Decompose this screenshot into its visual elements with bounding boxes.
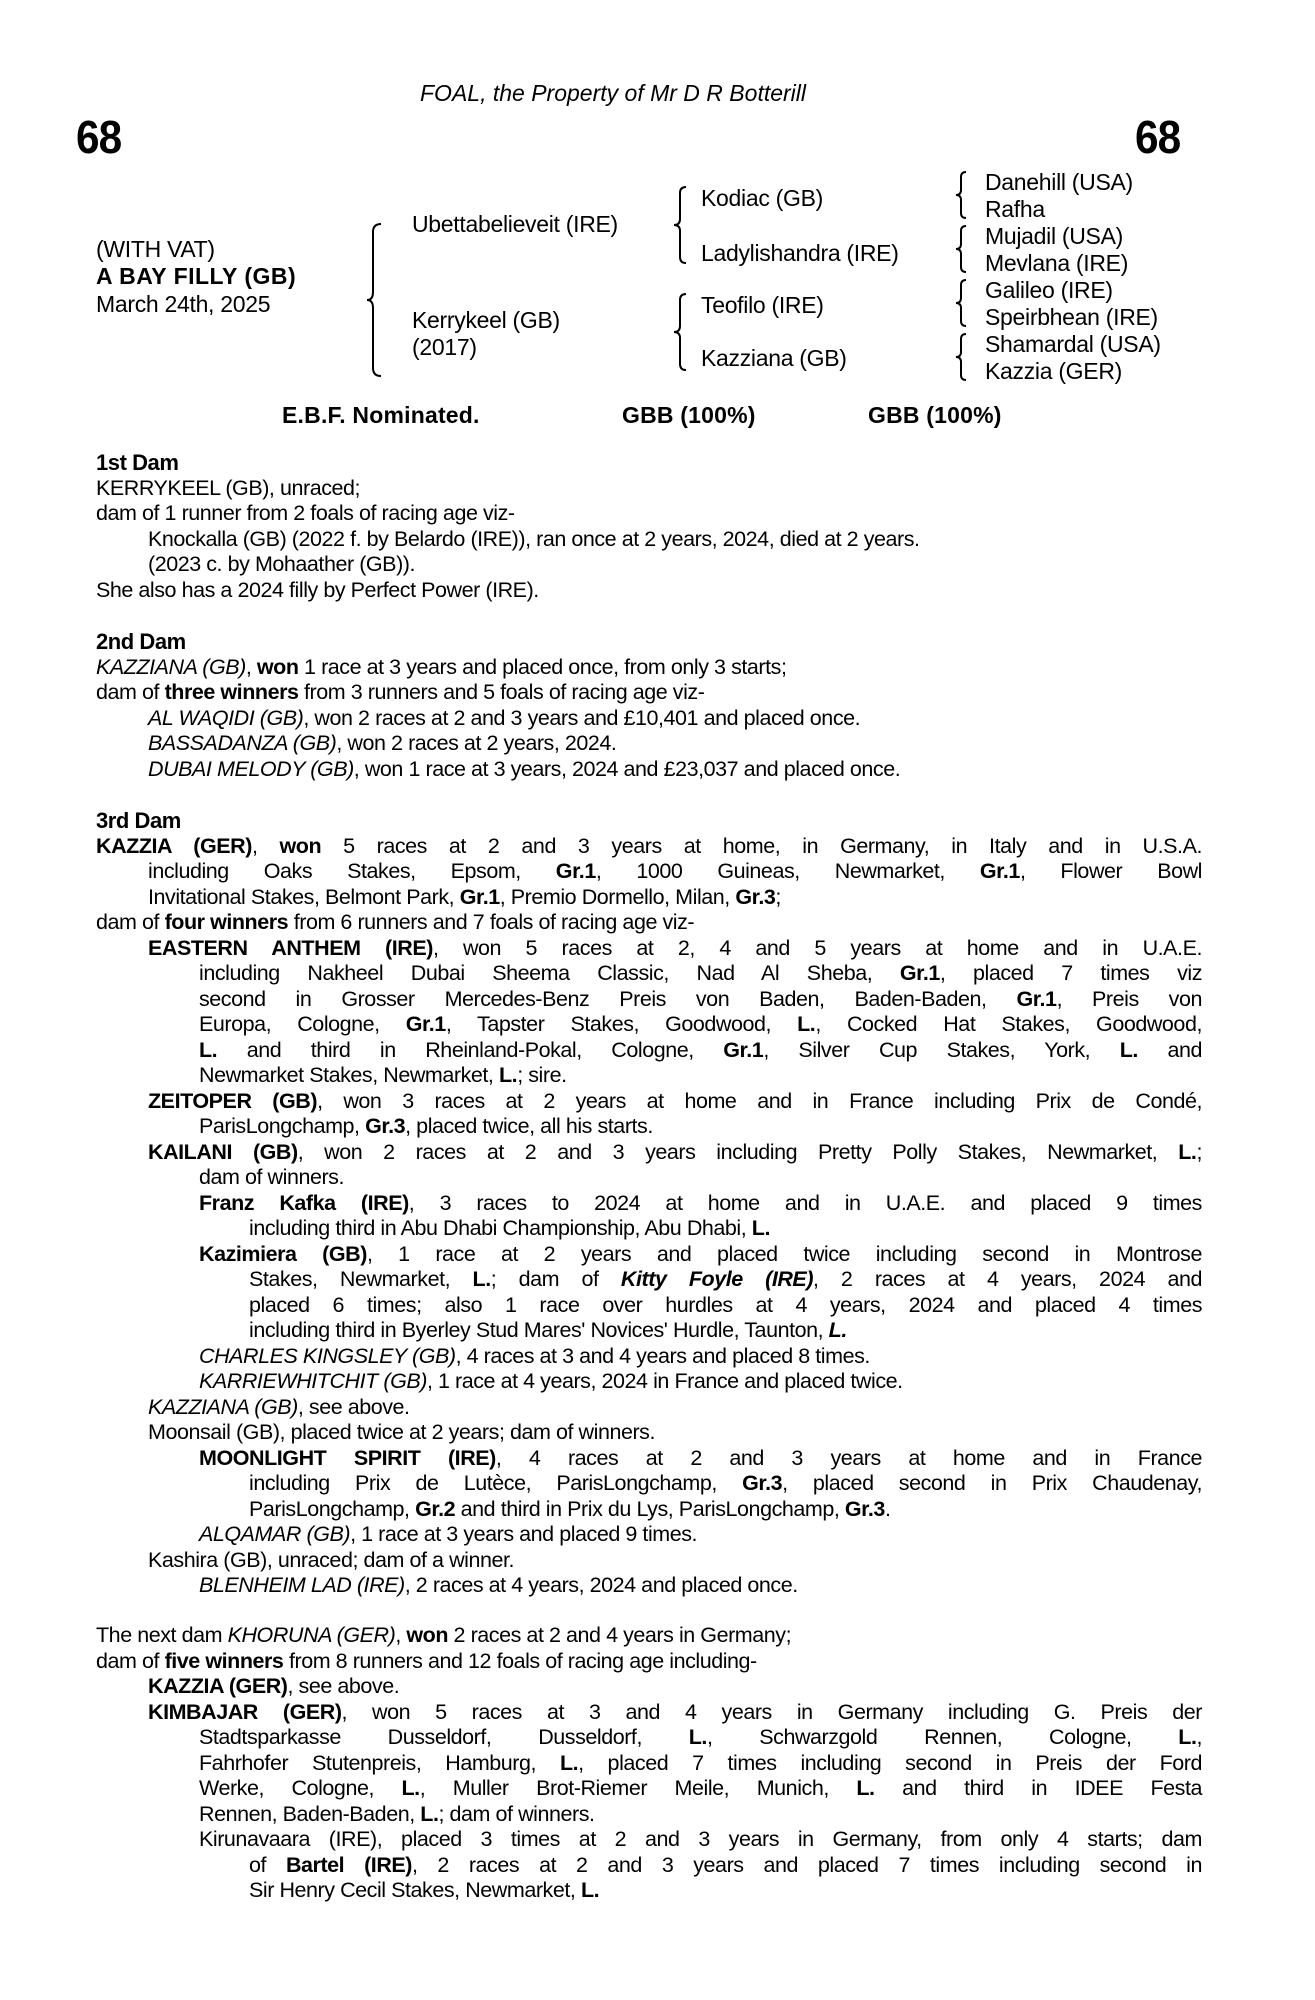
horse-name: ALQAMAR (GB) [199, 1522, 351, 1546]
horse-name: AL WAQIDI (GB) [148, 705, 304, 730]
section-heading: 2nd Dam [96, 629, 186, 654]
progeny-entry: AL WAQIDI (GB), won 2 races at 2 and 3 years and £10,401 and placed once. [148, 705, 861, 730]
horse-name: KAZZIA (GER) [148, 1674, 288, 1698]
dam-line: KAZZIA (GER), won 5 races at 2 and 3 years at home, in Germany, in Italy and in U.S.A. [96, 833, 1202, 858]
g3-name: Danehill (USA) [985, 169, 1133, 195]
dam-line-cont: including Oaks Stakes, Epsom, Gr.1, 1000 Guineas, Newmarket, Gr.1, Flower Bowl [148, 859, 1202, 883]
horse-name: ZEITOPER (GB) [148, 1088, 318, 1113]
g3-name: Rafha [985, 196, 1045, 222]
progeny-entry: Moonsail (GB), placed twice at 2 years; dam of winners. [148, 1420, 655, 1444]
foaling-date: March 24th, 2025 [96, 291, 271, 317]
progeny-entry: Kirunavaara (IRE), placed 3 times at 2 and 3 years in Germany, from only 4 starts; dam of Bartel (IRE), 2 races at 2 and 3 years and placed 7 times including second in Sir Henry Cecil Stakes, Newmarket, L. [199, 1827, 1202, 1902]
progeny-entry: ALQAMAR (GB), 1 race at 3 years and placed 9 times. [199, 1522, 698, 1546]
progeny-entry: KAZZIA (GER), see above. [148, 1674, 400, 1698]
horse-name: Kitty Foyle (IRE) [620, 1267, 814, 1291]
horse-name: KAZZIANA (GB) [96, 654, 246, 679]
dam-line: KERRYKEEL (GB), unraced; [96, 475, 361, 500]
dam-produce-summary: dam of 1 runner from 2 foals of racing age viz- [96, 501, 515, 525]
progeny-entry: Kazimiera (GB), 1 race at 2 years and placed twice including second in Montrose Stakes, Newmarket, L.; dam of Kitty Foyle (IRE), 2 races at 4 years, 2024 and placed 6 times; also 1 race over hurdles at 4 years, 2024 and placed 4 times including third in Byerley Stud Mares' Novices' Hurdle, Taunton, L. [199, 1241, 1202, 1342]
progeny-entry: KARRIEWHITCHIT (GB), 1 race at 4 years, 2024 in France and placed twice. [199, 1369, 903, 1393]
dam-produce-summary: dam of four winners from 6 runners and 7 foals of racing age viz- [96, 910, 695, 934]
progeny-entry: BLENHEIM LAD (IRE), 2 races at 4 years, 2024 and placed once. [199, 1573, 798, 1597]
progeny-entry: CHARLES KINGSLEY (GB), 4 races at 3 and 4 years and placed 8 times. [199, 1343, 870, 1368]
horse-name: KAILANI (GB) [148, 1139, 298, 1164]
dam-produce-summary: dam of three winners from 3 runners and 5 foals of racing age viz- [96, 680, 705, 704]
horse-name: Bartel (IRE) [285, 1852, 412, 1877]
horse-name: DUBAI MELODY (GB) [148, 756, 354, 781]
lot-number-left: 68 [76, 111, 122, 163]
horse-name: KHORUNA (GER) [227, 1623, 396, 1647]
horse-name: KAZZIA (GER) [96, 833, 252, 858]
owner-line: FOAL, the Property of Mr D R Botterill [420, 80, 807, 106]
progeny-entry: (2023 c. by Mohaather (GB)). [148, 552, 416, 576]
g3-name: Speirbhean (IRE) [985, 304, 1158, 330]
won-label: won [256, 654, 299, 679]
second-dam-section [96, 629, 1202, 782]
third-dam-section [96, 808, 1202, 1599]
gbb-badge-2: GBB (100%) [868, 402, 1002, 428]
progeny-entry: EASTERN ANTHEM (IRE), won 5 races at 2, 4 and 5 years at home and in U.A.E. including Nakheel Dubai Sheema Classic, Nad Al Sheba, Gr.1, placed 7 times viz second in Grosser Mercedes-Benz Preis von Baden, Baden-Baden, Gr.1, Preis von Europa, Cologne, Gr.1, Tapster Stakes, Goodwood, L., Cocked Hat Stakes, Goodwood, L. and third in Rheinland-Pokal, Cologne, Gr.1, Silver Cup Stakes, York, L. and Newmarket Stakes, Newmarket, L.; sire. [148, 935, 1203, 1087]
progeny-entry: Franz Kafka (IRE), 3 races to 2024 at home and in U.A.E. and placed 9 times including third in Abu Dhabi Championship, Abu Dhabi, L. [199, 1190, 1202, 1240]
progeny-entry: MOONLIGHT SPIRIT (IRE), 4 races at 2 and 3 years at home and in France including Prix de Lutèce, ParisLongchamp, Gr.3, placed second in Prix Chaudenay, ParisLongchamp, Gr.2 and third in Prix du Lys, ParisLongchamp, Gr.3. [199, 1445, 1203, 1521]
progeny-entry: Knockalla (GB) (2022 f. by Belardo (IRE)), ran once at 2 years, 2024, died at 2 years. [148, 526, 920, 551]
horse-name: CHARLES KINGSLEY (GB) [199, 1343, 456, 1368]
gbb-badge-1: GBB (100%) [622, 402, 756, 428]
dam-dam: Kazziana (GB) [701, 345, 847, 371]
progeny-entry: Kashira (GB), unraced; dam of a winner. [148, 1547, 515, 1572]
horse-name: Franz Kafka (IRE) [199, 1190, 409, 1215]
horse-name: MOONLIGHT SPIRIT (IRE) [199, 1445, 496, 1470]
horse-name: BLENHEIM LAD (IRE) [199, 1573, 405, 1597]
g3-name: Mujadil (USA) [985, 223, 1123, 249]
section-heading: 1st Dam [96, 450, 179, 475]
lot-number-right: 68 [1135, 111, 1181, 163]
dam-note: She also has a 2024 filly by Perfect Power (IRE). [96, 577, 539, 602]
dam-line: KAZZIANA (GB), won 1 race at 3 years and placed once, from only 3 starts; [96, 654, 787, 679]
horse-name: KARRIEWHITCHIT (GB) [199, 1369, 427, 1393]
g3-name: Galileo (IRE) [985, 277, 1113, 303]
progeny-entry: KIMBAJAR (GER), won 5 races at 3 and 4 years in Germany including G. Preis der Stadtsparkasse Dusseldorf, Dusseldorf, L., Schwarzgold Rennen, Cologne, L., Fahrhofer Stutenpreis, Hamburg, L., placed 7 times including second in Preis der Ford Werke, Cologne, L., Muller Brot-Riemer Meile, Munich, L. and third in IDEE Festa Rennen, Baden-Baden, L.; dam of winners. [148, 1699, 1203, 1826]
g3-name: Mevlana (IRE) [985, 250, 1129, 276]
horse-name: KIMBAJAR (GER) [148, 1699, 342, 1724]
progeny-entry: KAZZIANA (GB), see above. [148, 1394, 410, 1419]
vat-note: (WITH VAT) [96, 236, 215, 262]
g3-name: Shamardal (USA) [985, 331, 1161, 357]
horse-name: BASSADANZA (GB) [148, 731, 337, 755]
sire: Ubettabelieveit (IRE) [412, 211, 618, 237]
dam-line-cont: Invitational Stakes, Belmont Park, Gr.1, Premio Dormello, Milan, Gr.3; [148, 884, 781, 909]
progeny-entry: DUBAI MELODY (GB), won 1 race at 3 years, 2024 and £23,037 and placed once. [148, 756, 901, 781]
first-dam-section [96, 450, 1202, 603]
horse-name: KAZZIANA (GB) [148, 1394, 298, 1419]
sire-dam: Ladylishandra (IRE) [701, 240, 899, 266]
progeny-entry: KAILANI (GB), won 2 races at 2 and 3 years including Pretty Polly Stakes, Newmarket, L.; dam of winners. [148, 1139, 1202, 1189]
dam: Kerrykeel (GB) [412, 307, 560, 333]
dam-sire: Teofilo (IRE) [701, 292, 824, 318]
next-dam-section [96, 1623, 1202, 1904]
dam-produce-summary: dam of five winners from 8 runners and 12 foals of racing age including- [96, 1648, 757, 1673]
progeny-entry: BASSADANZA (GB), won 2 races at 2 years, 2024. [148, 731, 617, 755]
section-heading: 3rd Dam [96, 808, 181, 833]
progeny-entry: ZEITOPER (GB), won 3 races at 2 years at home and in France including Prix de Condé, ParisLongchamp, Gr.3, placed twice, all his starts. [148, 1088, 1202, 1138]
sire-sire: Kodiac (GB) [701, 185, 823, 211]
horse-name: Kazimiera (GB) [199, 1241, 367, 1266]
lot-name: A BAY FILLY (GB) [96, 263, 297, 289]
horse-name: EASTERN ANTHEM (IRE) [148, 935, 433, 960]
dam-year: (2017) [412, 334, 477, 360]
ebf-nominated: E.B.F. Nominated. [282, 402, 480, 428]
g3-name: Kazzia (GER) [985, 358, 1122, 384]
dam-line: The next dam KHORUNA (GER), won 2 races at 2 and 4 years in Germany; [96, 1623, 792, 1647]
